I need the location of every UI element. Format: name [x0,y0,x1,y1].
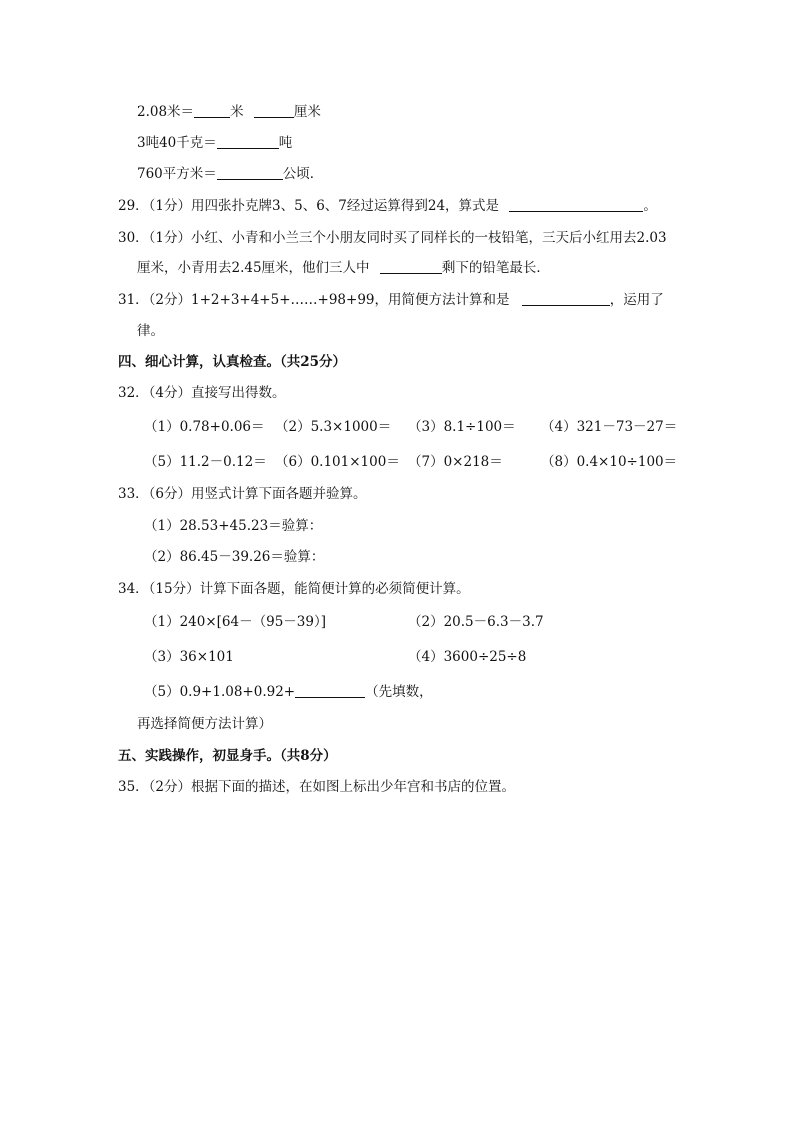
conversion-prompt: 2.08米＝ [137,104,195,120]
calc-item: （5）11.2－0.12＝ [144,454,267,470]
calc-item-5 [144,683,433,701]
conversion-line-2 [137,134,292,152]
answer-blank[interactable] [295,683,365,698]
conversion-line-3 [137,165,323,183]
calc-item: （2）5.3×1000＝ [275,419,392,435]
answer-blank[interactable] [217,165,283,180]
question-31-line-1 [118,291,664,309]
calc-item: （3）36×101 [144,649,234,665]
question-text: ，运用了 [609,292,664,308]
question-34-title: 34．（15分）计算下面各题，能简便计算的必须简便计算。 [118,581,470,597]
answer-blank[interactable] [509,197,643,212]
calc-item: （1）0.78+0.06＝ [144,419,265,435]
conversion-line-1 [137,103,321,121]
question-text: （先填数， [365,684,433,700]
calc-item: （3）8.1÷100＝ [408,419,516,435]
calc-item: （4）3600÷25÷8 [408,649,527,665]
question-30-line-2 [137,259,550,277]
question-33-title: 33．（6分）用竖式计算下面各题并验算。 [118,486,367,502]
answer-blank[interactable] [380,259,442,274]
question-29 [118,197,657,215]
calc-item: （1）240×[64－（95－39）] [144,614,326,630]
question-text: 厘米，小青用去2.45厘米，他们三人中 [137,260,370,276]
question-text: 。 [643,198,657,214]
calc-item-5-continued: 再选择简便方法计算） [137,716,272,732]
unit-label: 米 [230,104,244,120]
section-5-heading: 五、实践操作，初显身手。（共8分） [118,748,337,764]
unit-label: 公顷． [282,166,324,182]
answer-blank[interactable] [522,291,610,306]
calc-item: （2）20.5－6.3－3.7 [408,614,544,630]
question-31-line-2: 律。 [137,323,164,339]
answer-blank[interactable] [254,103,294,118]
calc-item: （7）0×218＝ [408,454,503,470]
conversion-prompt: 3吨40千克＝ [137,135,217,151]
question-text: 29．（1分）用四张扑克牌3、5、6、7经过运算得到24，算式是 [118,198,500,214]
calc-item: （4）321－73－27＝ [541,419,678,435]
unit-label: 厘米 [293,104,321,120]
section-4-heading: 四、细心计算，认真检查。（共25分） [118,354,347,370]
calc-item: （6）0.101×100＝ [275,454,400,470]
question-30-line-1: 30．（1分）小红、小青和小兰三个小朋友同时买了同样长的一枝铅笔，三天后小红用去2.03 [118,230,667,246]
vertical-calc-item: （1）28.53+45.23＝验算： [144,518,323,534]
calc-item: （8）0.4×10÷100＝ [541,454,678,470]
question-32-title: 32．（4分）直接写出得数。 [118,385,286,401]
vertical-calc-item: （2）86.45－39.26＝验算： [144,549,325,565]
question-text: （5）0.9+1.08+0.92+ [144,684,296,700]
answer-blank[interactable] [217,134,279,149]
question-text: 31．（2分）1+2+3+4+5+……+98+99，用简便方法计算和是 [118,292,510,308]
question-35: 35．（2分）根据下面的描述，在如图上标出少年宫和书店的位置。 [118,779,516,795]
question-text: 剩下的铅笔最长． [441,260,550,276]
conversion-prompt: 760平方米＝ [137,166,217,182]
unit-label: 吨 [278,135,293,151]
answer-blank[interactable] [194,103,230,118]
